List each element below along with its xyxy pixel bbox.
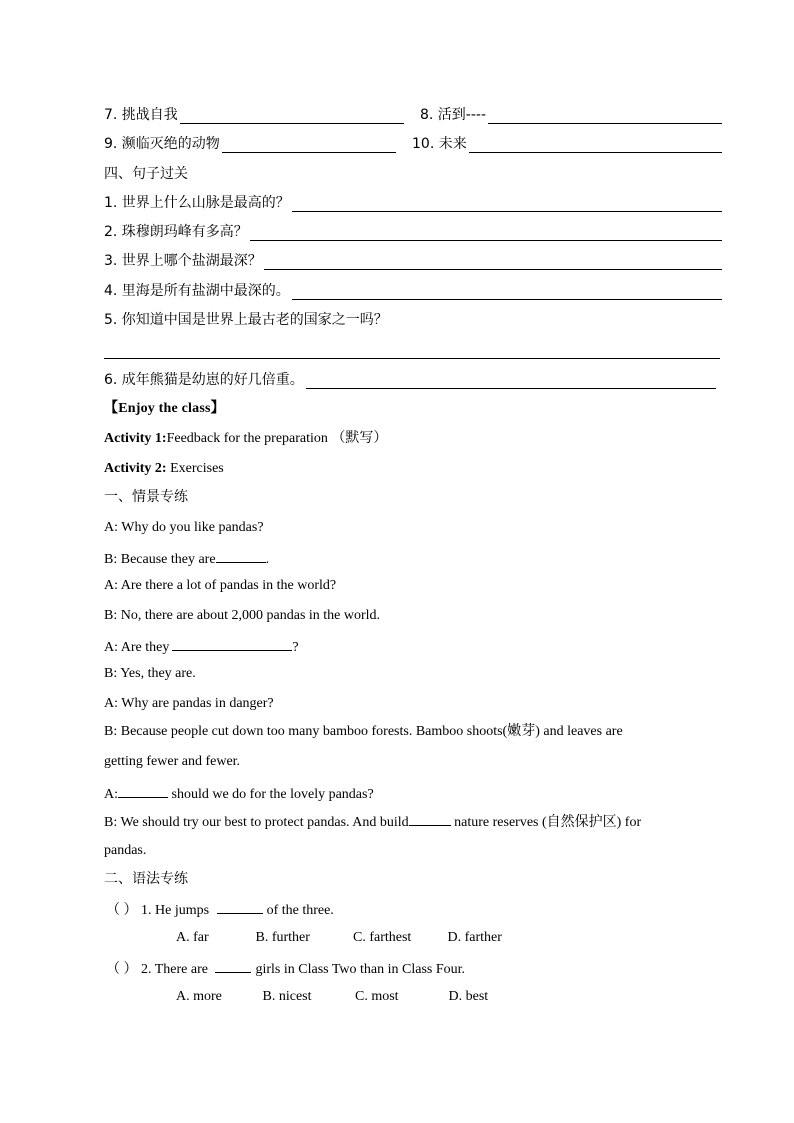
dialog-8 [104, 723, 722, 741]
sentence-2 [104, 223, 722, 241]
sentence-3-text: 3. 世界上哪个盐湖最深？ [104, 253, 262, 269]
dialog-5-text: A: Are they [104, 640, 170, 655]
dialog-3: A: Are there a lot of pandas in the world? [104, 578, 337, 593]
vocab-item-10 [412, 135, 722, 153]
dialog-4: B: No, there are about 2,000 pandas in the world. [104, 608, 381, 623]
section1-title: 一、情景专练 [104, 489, 188, 505]
grammar-q1-option-a[interactable]: A. far [176, 930, 209, 945]
vocab-q8-label: 8. 活到---- [420, 107, 487, 123]
activity-1-label: Activity 1: [104, 431, 167, 446]
sentence-5-blank[interactable] [104, 342, 720, 359]
section4-title: 四、句子过关 [104, 166, 188, 182]
dialog-9-blank[interactable] [118, 783, 168, 798]
dialog-2 [104, 548, 722, 569]
vocab-q8-blank[interactable] [488, 109, 722, 124]
grammar-q1-option-d[interactable]: D. farther [447, 930, 502, 945]
dialog-1: A: Why do you like pandas? [104, 520, 264, 535]
dialog-10-end: nature reserves (自然保护区) for [450, 815, 642, 830]
sentence-1 [104, 194, 722, 212]
activity-2-text: Exercises [166, 461, 224, 476]
dialog-9 [104, 783, 722, 804]
sentence-5-answer-line[interactable] [104, 342, 720, 359]
grammar-q1-paren[interactable]: （ ） [106, 903, 138, 918]
vocab-q9-blank[interactable] [222, 138, 396, 153]
dialog-5-blank[interactable] [172, 636, 292, 651]
dialog-10-cont: pandas. [104, 843, 147, 858]
sentence-4-text: 4. 里海是所有盐湖中最深的。 [104, 283, 290, 299]
grammar-q2-options [176, 988, 676, 1006]
sentence-4 [104, 282, 722, 300]
vocab-q7-label: 7. 挑战自我 [104, 107, 178, 123]
sentence-1-blank[interactable] [292, 197, 722, 212]
grammar-q1-text: 1. He jumps [141, 903, 210, 918]
dialog-10-blank[interactable] [409, 811, 451, 826]
sentence-3-blank[interactable] [264, 255, 722, 270]
dialog-2-end: . [265, 552, 270, 567]
grammar-q1 [106, 899, 724, 920]
grammar-q2-option-b[interactable]: B. nicest [262, 989, 312, 1004]
grammar-q2-paren[interactable]: （ ） [106, 962, 138, 977]
dialog-9-text: A: [104, 787, 118, 802]
vocab-q7-blank[interactable] [180, 109, 404, 124]
grammar-q2-text: 2. There are [141, 962, 208, 977]
sentence-5-text: 5. 你知道中国是世界上最古老的国家之一吗？ [104, 312, 388, 328]
grammar-q2-option-c[interactable]: C. most [355, 989, 399, 1004]
activity-2 [104, 460, 722, 478]
activity-2-label: Activity 2: [104, 461, 167, 476]
vocab-row-9-10 [104, 135, 722, 153]
vocab-item-8 [420, 106, 722, 124]
sentence-2-blank[interactable] [250, 226, 722, 241]
sentence-1-text: 1. 世界上什么山脉是最高的？ [104, 195, 290, 211]
grammar-q1-options [176, 929, 676, 947]
vocab-row-7-8 [104, 106, 722, 124]
dialog-8-text: B: Because people cut down too many bamboo forests. Bamboo shoots(嫩芽) and leaves are [104, 724, 623, 739]
dialog-10 [104, 811, 722, 832]
dialog-2-blank[interactable] [216, 548, 266, 563]
sentence-2-text: 2. 珠穆朗玛峰有多高？ [104, 224, 248, 240]
dialog-5-end: ? [292, 640, 299, 655]
activity-1-text: Feedback for the preparation （默写） [166, 431, 388, 446]
grammar-q2 [106, 958, 724, 979]
dialog-9-end: should we do for the lovely pandas? [168, 787, 374, 802]
enjoy-title: 【Enjoy the class】 [104, 401, 225, 416]
vocab-q9-label: 9. 濒临灭绝的动物 [104, 136, 220, 152]
grammar-q1-option-b[interactable]: B. further [255, 930, 310, 945]
grammar-q1-option-c[interactable]: C. farthest [353, 930, 412, 945]
activity-1 [104, 430, 722, 448]
grammar-q2-option-a[interactable]: A. more [176, 989, 222, 1004]
vocab-q10-blank[interactable] [469, 138, 722, 153]
dialog-5 [104, 636, 722, 657]
grammar-q2-end: girls in Class Two than in Class Four. [255, 962, 466, 977]
dialog-6: B: Yes, they are. [104, 666, 196, 681]
dialog-2-text: B: Because they are [104, 552, 216, 567]
section2-title: 二、语法专练 [104, 871, 188, 887]
sentence-5 [104, 311, 722, 330]
vocab-item-9 [104, 135, 396, 153]
sentence-3 [104, 252, 722, 270]
sentence-6-text: 6. 成年熊猫是幼崽的好几倍重。 [104, 372, 304, 388]
sentence-6 [104, 371, 716, 389]
dialog-7: A: Why are pandas in danger? [104, 696, 274, 711]
grammar-q1-blank[interactable] [217, 899, 263, 914]
grammar-q2-blank[interactable] [215, 958, 251, 973]
vocab-item-7 [104, 106, 404, 124]
grammar-q2-option-d[interactable]: D. best [448, 989, 489, 1004]
sentence-4-blank[interactable] [292, 285, 722, 300]
dialog-10-text: B: We should try our best to protect pandas. And build [104, 815, 409, 830]
grammar-q1-end: of the three. [266, 903, 334, 918]
sentence-6-blank[interactable] [306, 374, 716, 389]
vocab-q10-label: 10. 未来 [412, 136, 467, 152]
dialog-8-cont: getting fewer and fewer. [104, 754, 241, 769]
